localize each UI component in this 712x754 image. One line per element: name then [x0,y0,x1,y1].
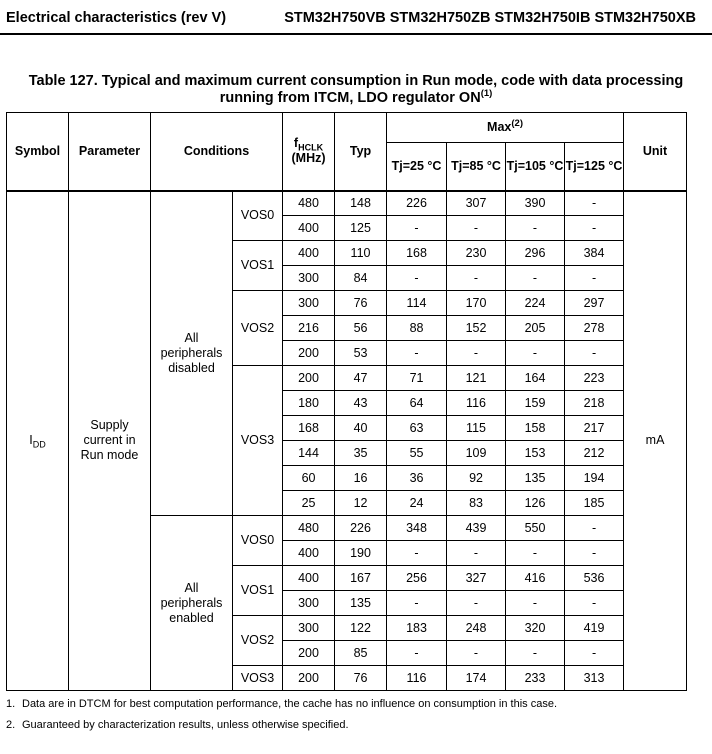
max-tj105-cell: 296 [506,241,565,266]
typ-cell: 135 [335,591,387,616]
header-fhclk [283,113,335,191]
footnote-number: 1. [6,698,16,710]
max-tj105-cell: 320 [506,616,565,641]
header-tj85: Tj=85 °C [447,143,506,191]
section-title: Electrical characteristics (rev V) [6,10,227,26]
max-tj105-cell: 159 [506,391,565,416]
fhclk-cell: 180 [283,391,335,416]
vos-cell: VOS3 [233,666,283,691]
vos-cell: VOS0 [233,191,283,241]
max-tj85-cell: 230 [447,241,506,266]
fhclk-cell: 60 [283,466,335,491]
fhclk-cell: 400 [283,541,335,566]
max-tj125-cell: 185 [565,491,624,516]
footnote-number: 2. [6,719,16,731]
vos-cell: VOS1 [233,566,283,616]
max-tj25-cell: - [387,541,447,566]
max-tj85-cell: 327 [447,566,506,591]
header-typ: Typ [335,113,387,191]
fhclk-cell: 400 [283,566,335,591]
max-tj125-cell: - [565,516,624,541]
condition-peripherals-enabled: All peripherals enabled [151,516,233,691]
max-tj125-cell: 384 [565,241,624,266]
fhclk-cell: 300 [283,616,335,641]
condition-peripherals-disabled: All peripherals disabled [151,191,233,516]
header-max [387,113,624,143]
max-tj125-cell: - [565,191,624,216]
caption-line-1: Table 127. Typical and maximum current consumption in Run mode, code with data processing [28,73,684,89]
max-tj25-cell: 226 [387,191,447,216]
typ-cell: 76 [335,666,387,691]
fhclk-cell: 300 [283,291,335,316]
fhclk-cell: 300 [283,266,335,291]
header-unit: Unit [624,113,687,191]
max-tj25-cell: - [387,641,447,666]
typ-cell: 190 [335,541,387,566]
vos-cell: VOS0 [233,516,283,566]
fhclk-cell: 200 [283,341,335,366]
typ-cell: 40 [335,416,387,441]
max-tj25-cell: 71 [387,366,447,391]
typ-cell: 53 [335,341,387,366]
max-tj125-cell: - [565,541,624,566]
max-tj25-cell: 256 [387,566,447,591]
max-tj25-cell: 114 [387,291,447,316]
max-tj25-cell: - [387,266,447,291]
max-tj105-cell: 390 [506,191,565,216]
max-tj105-cell: 158 [506,416,565,441]
vos-cell: VOS2 [233,616,283,666]
max-tj125-cell: - [565,216,624,241]
max-tj125-cell: 194 [565,466,624,491]
max-tj125-cell: - [565,641,624,666]
max-tj25-cell: 183 [387,616,447,641]
fhclk-symbol: f [293,136,299,151]
footnote-text: Data are in DTCM for best computation performance, the cache has no influence on consumption in this case. [22,698,558,710]
max-tj125-cell: 419 [565,616,624,641]
typ-cell: 56 [335,316,387,341]
max-tj85-cell: 152 [447,316,506,341]
max-tj105-cell: 126 [506,491,565,516]
max-tj125-cell: 217 [565,416,624,441]
symbol-subscript: DD [32,439,46,450]
max-tj85-cell: 248 [447,616,506,641]
caption-line-2-text: running from ITCM, LDO regulator ON [219,90,481,106]
fhclk-cell: 168 [283,416,335,441]
table-row [7,191,687,216]
max-tj25-cell: 168 [387,241,447,266]
typ-cell: 35 [335,441,387,466]
typ-cell: 125 [335,216,387,241]
max-tj105-cell: - [506,541,565,566]
max-tj105-cell: 233 [506,666,565,691]
max-tj85-cell: 116 [447,391,506,416]
max-tj105-cell: 135 [506,466,565,491]
max-tj85-cell: - [447,216,506,241]
fhclk-cell: 25 [283,491,335,516]
fhclk-cell: 400 [283,216,335,241]
fhclk-subscript: HCLK [298,142,324,153]
max-tj85-cell: 109 [447,441,506,466]
max-tj105-cell: 205 [506,316,565,341]
part-numbers: STM32H750VB STM32H750ZB STM32H750IB STM32H750XB [284,10,696,26]
table-body [7,191,687,691]
footnote-2 [6,719,349,731]
max-tj25-cell: 64 [387,391,447,416]
symbol-main: I [29,433,33,448]
header-conditions: Conditions [151,113,283,191]
unit-cell: mA [624,191,687,691]
max-tj85-cell: 439 [447,516,506,541]
max-tj105-cell: 416 [506,566,565,591]
max-tj85-cell: 307 [447,191,506,216]
typ-cell: 226 [335,516,387,541]
typ-cell: 47 [335,366,387,391]
header-divider [0,33,712,35]
max-tj85-cell: - [447,266,506,291]
max-tj85-cell: - [447,541,506,566]
max-tj105-cell: - [506,341,565,366]
max-tj105-cell: - [506,591,565,616]
max-tj125-cell: 536 [565,566,624,591]
max-tj105-cell: 550 [506,516,565,541]
max-tj25-cell: 63 [387,416,447,441]
max-tj105-cell: - [506,641,565,666]
max-tj105-cell: - [506,266,565,291]
footnote-text: Guaranteed by characterization results, unless otherwise specified. [22,719,349,731]
max-tj25-cell: 348 [387,516,447,541]
max-tj85-cell: 92 [447,466,506,491]
fhclk-cell: 480 [283,516,335,541]
header-tj25: Tj=25 °C [387,143,447,191]
max-tj25-cell: - [387,341,447,366]
max-tj125-cell: 313 [565,666,624,691]
vos-cell: VOS3 [233,366,283,516]
max-tj105-cell: 224 [506,291,565,316]
max-tj125-cell: - [565,591,624,616]
typ-cell: 76 [335,291,387,316]
header-tj125: Tj=125 °C [565,143,624,191]
max-tj25-cell: - [387,216,447,241]
max-tj105-cell: 164 [506,366,565,391]
fhclk-cell: 200 [283,366,335,391]
max-tj125-cell: 212 [565,441,624,466]
max-tj85-cell: 174 [447,666,506,691]
typ-cell: 167 [335,566,387,591]
typ-cell: 85 [335,641,387,666]
parameter-cell: Supply current in Run mode [69,191,151,691]
max-tj85-cell: - [447,341,506,366]
max-tj25-cell: 36 [387,466,447,491]
fhclk-cell: 300 [283,591,335,616]
header-symbol: Symbol [7,113,69,191]
header-parameter: Parameter [69,113,151,191]
fhclk-unit: (MHz) [291,151,326,166]
typ-cell: 122 [335,616,387,641]
max-label: Max [487,120,512,134]
fhclk-cell: 400 [283,241,335,266]
typ-cell: 43 [335,391,387,416]
max-tj25-cell: 24 [387,491,447,516]
max-tj85-cell: 121 [447,366,506,391]
caption-line-2 [0,90,712,107]
max-tj25-cell: 55 [387,441,447,466]
max-footnote-ref: (2) [511,117,523,129]
max-tj125-cell: 278 [565,316,624,341]
footnote-1 [6,698,557,710]
max-tj85-cell: - [447,641,506,666]
typ-cell: 84 [335,266,387,291]
max-tj105-cell: - [506,216,565,241]
fhclk-cell: 216 [283,316,335,341]
typ-cell: 110 [335,241,387,266]
vos-cell: VOS2 [233,291,283,366]
fhclk-cell: 144 [283,441,335,466]
fhclk-cell: 200 [283,641,335,666]
max-tj85-cell: 115 [447,416,506,441]
max-tj25-cell: 116 [387,666,447,691]
fhclk-cell: 200 [283,666,335,691]
max-tj125-cell: - [565,266,624,291]
max-tj85-cell: 83 [447,491,506,516]
max-tj85-cell: - [447,591,506,616]
header-tj105: Tj=105 °C [506,143,565,191]
max-tj105-cell: 153 [506,441,565,466]
max-tj125-cell: 297 [565,291,624,316]
caption-footnote-ref: (1) [480,88,493,100]
max-tj125-cell: 223 [565,366,624,391]
max-tj85-cell: 170 [447,291,506,316]
max-tj25-cell: - [387,591,447,616]
symbol-cell [7,191,69,691]
max-tj25-cell: 88 [387,316,447,341]
current-consumption-table [6,112,687,691]
max-tj125-cell: - [565,341,624,366]
fhclk-cell: 480 [283,191,335,216]
typ-cell: 16 [335,466,387,491]
typ-cell: 12 [335,491,387,516]
table-caption [0,73,712,107]
typ-cell: 148 [335,191,387,216]
vos-cell: VOS1 [233,241,283,291]
max-tj125-cell: 218 [565,391,624,416]
page-header [6,10,696,30]
